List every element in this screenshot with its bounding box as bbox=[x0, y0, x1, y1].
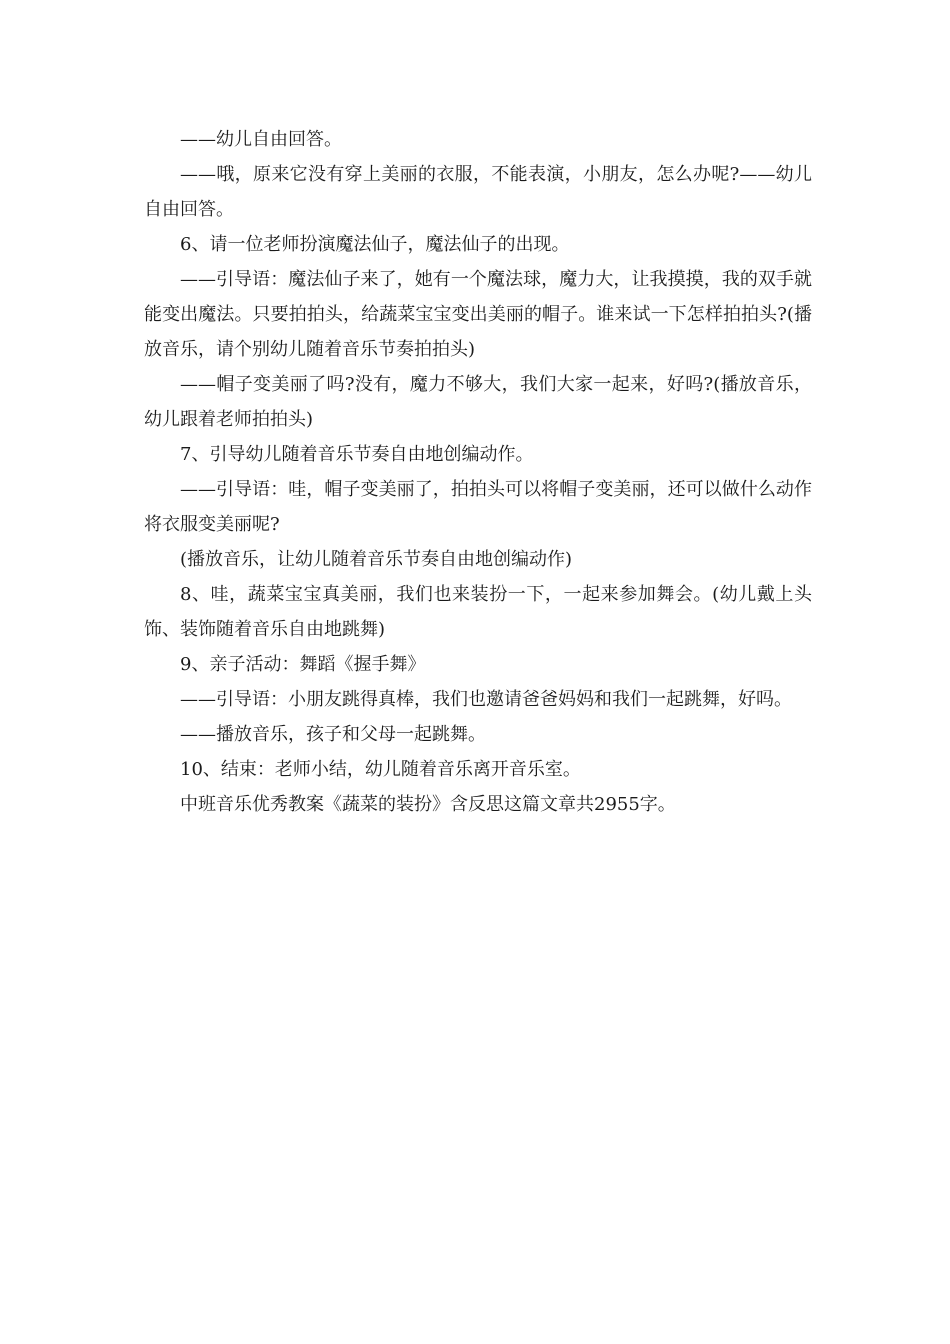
paragraph-hat-beautiful: ——帽子变美丽了吗?没有，魔力不够大，我们大家一起来，好吗?(播放音乐，幼儿跟着老师拍拍头) bbox=[144, 374, 812, 430]
paragraph-dance-together: ——播放音乐，孩子和父母一起跳舞。 bbox=[180, 724, 486, 745]
paragraph-play-music-create: (播放音乐，让幼儿随着音乐节奏自由地创编动作) bbox=[180, 549, 573, 570]
paragraph-guide-clothes: ——引导语：哇，帽子变美丽了，拍拍头可以将帽子变美丽，还可以做什么动作将衣服变美丽呢? bbox=[144, 479, 812, 535]
paragraph-no-clothes: ——哦，原来它没有穿上美丽的衣服，不能表演，小朋友，怎么办呢?——幼儿自由回答。 bbox=[144, 164, 812, 220]
paragraph-step-10: 10、结束：老师小结，幼儿随着音乐离开音乐室。 bbox=[180, 759, 581, 780]
paragraph-child-answer-1: ——幼儿自由回答。 bbox=[180, 129, 342, 150]
paragraph-word-count: 中班音乐优秀教案《蔬菜的装扮》含反思这篇文章共2955字。 bbox=[180, 794, 676, 815]
paragraph-step-6: 6、请一位老师扮演魔法仙子，魔法仙子的出现。 bbox=[180, 234, 570, 255]
paragraph-step-8: 8、哇，蔬菜宝宝真美丽，我们也来装扮一下，一起来参加舞会。(幼儿戴上头饰、装饰随着音乐自由地跳舞) bbox=[144, 584, 812, 640]
paragraph-step-7: 7、引导幼儿随着音乐节奏自由地创编动作。 bbox=[180, 444, 534, 465]
paragraph-step-9: 9、亲子活动：舞蹈《握手舞》 bbox=[180, 654, 426, 675]
document-body bbox=[144, 122, 812, 822]
paragraph-guide-parents: ——引导语：小朋友跳得真棒，我们也邀请爸爸妈妈和我们一起跳舞，好吗。 bbox=[180, 689, 792, 710]
paragraph-magic-fairy-guide: ——引导语：魔法仙子来了，她有一个魔法球，魔力大，让我摸摸，我的双手就能变出魔法。只要拍拍头，给蔬菜宝宝变出美丽的帽子。谁来试一下怎样拍拍头?(播放音乐，请个别幼儿随着音乐节奏拍拍头) bbox=[144, 269, 812, 360]
